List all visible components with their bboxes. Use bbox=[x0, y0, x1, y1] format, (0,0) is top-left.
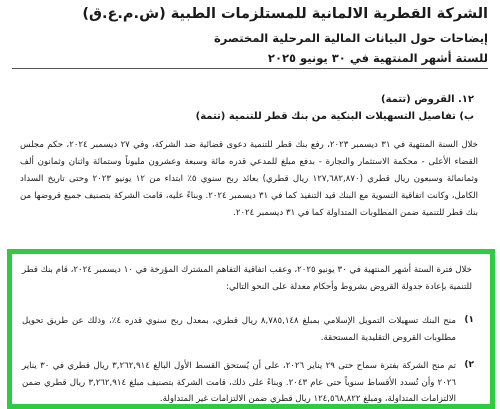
highlight-intro: خلال فترة الستة أشهر المنتهية في ٣٠ يونيو ٢٠٢٥، وعقب اتفاقية التفاهم المشترك المؤرخة في ١٠ ديسمبر ٢٠٢٤، قام بنك قطر للتنمية بإعادة جدولة القروض بشروط وأحكام معدلة على النحو التالي: bbox=[22, 265, 472, 292]
header-divider bbox=[12, 68, 488, 69]
section-subheading: ب) تفاصيل التسهيلات البنكية من بنك قطر للتنمية (تتمة) bbox=[195, 111, 474, 122]
company-name: الشركة القطرية الالمانية للمستلزمات الطبية (ش.م.ع.ق) bbox=[82, 6, 488, 22]
list-item-number: ١) bbox=[464, 315, 474, 325]
list-item: منح البنك تسهيلات التمويل الإسلامي بمبلغ ٨,٧٨٥,١٤٨ ريال قطري، بمعدل ربح سنوي قدره ٤٪، وذلك عن طريق تحويل مطلوبات القروض التقليدية المستحقة. bbox=[22, 316, 457, 343]
body-paragraph: خلال السنة المنتهية في ٣١ ديسمبر ٢٠٢٣، رفع بنك قطر للتنمية دعوى قضائية ضد الشركة، وفي ٢٧ ديسمبر ٢٠٢٤، حكم مجلس القضاء الأعلى - محكمة الاستثمار والتجارة - بدفع مبلغ للمدعي قدره مائة وسبعة وعشرون مليوناً وستمائة واثنان وثمانون ألف وثمانمائة وسبعون ريال قطري (١٢٧,٦٨٢,٨٧٠ ريال قطري) بعائد ربح سنوي ٥٪ ابتداء من ١٢ يونيو ٢٠٢٣ وحتى تاريخ السداد الكامل، وكانت اتفاقية التسوية مع البنك قيد التنفيذ كما في ٣١ ديسمبر ٢٠٢٤. وبناءً عليه، قامت الشركة بتصنيف جميع قروضها من بنك قطر للتنمية ضمن المطلوبات المتداولة كما في ٣١ ديسمبر ٢٠٢٤. bbox=[20, 140, 478, 218]
section-heading: ١٢. القروض (تتمة) bbox=[381, 94, 474, 105]
highlight-box bbox=[7, 249, 495, 409]
list-item-number: ٢) bbox=[464, 360, 474, 370]
period-subtitle: للستة أشهر المنتهية في ٣٠ يونيو ٢٠٢٥ bbox=[267, 51, 488, 65]
notes-title: إيضاحات حول البيانات المالية المرحلية المختصرة bbox=[213, 31, 488, 45]
list-item: تم منح الشركة بفترة سماح حتى ٢٩ يناير ٢٠٢٦، على أن يُستحق القسط الأول البالغ ٣,٢٦٢,٩١٤ ريال قطري في ٣٠ يناير ٢٠٢٦ وأن تُسدد الأقساط سنوياً حتى عام ٢٠٤٣. وبناءً على ذلك، قامت الشركة بتصنيف مبلغ ٣,٢٦٢,٩١٤ ريال قطري ضمن الالتزامات المتداولة، ومبلغ ١٢٤,٥٦٨,٨٢٢ ريال قطري ضمن الالتزامات غير المتداولة. bbox=[22, 361, 456, 404]
